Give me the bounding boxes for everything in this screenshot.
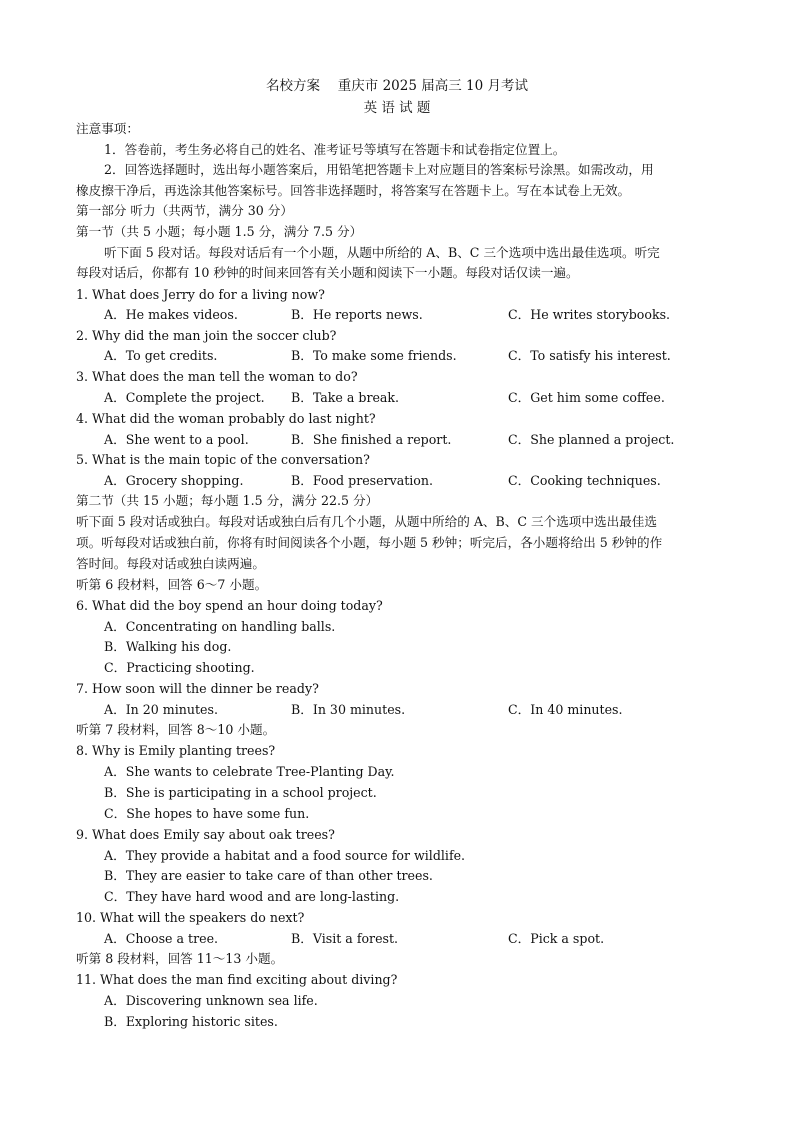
- question-5-option-c[interactable]: C．Cooking techniques.: [508, 473, 661, 488]
- question-3-stem: 3. What does the man tell the woman to do?: [76, 369, 358, 384]
- question-5-stem: 5. What is the main topic of the conversation?: [76, 452, 370, 467]
- section1-instructions-line-2: 每段对话后，你都有 10 秒钟的时间来回答有关小题和阅读下一小题。每段对话仅读一遍。: [76, 265, 579, 280]
- question-8-option-c[interactable]: C．She hopes to have some fun.: [104, 806, 310, 821]
- part1-heading: 第一部分 听力（共两节，满分 30 分）: [76, 203, 293, 218]
- notice-item-2-line-2: 橡皮擦干净后，再选涂其他答案标号。回答非选择题时，将答案写在答题卡上。写在本试卷上无效。: [76, 183, 631, 198]
- question-1-option-c[interactable]: C．He writes storybooks.: [508, 307, 671, 322]
- question-1-stem: 1. What does Jerry do for a living now?: [76, 287, 325, 302]
- question-4-option-b[interactable]: B．She finished a report.: [291, 432, 452, 447]
- question-11-stem: 11. What does the man find exciting about diving?: [76, 972, 398, 987]
- notice-item-1: 1．答卷前，考生务必将自己的姓名、准考证号等填写在答题卡和试卷指定位置上。: [104, 142, 566, 157]
- question-6-stem: 6. What did the boy spend an hour doing today?: [76, 598, 383, 613]
- question-2-option-a[interactable]: A．To get credits.: [104, 348, 218, 363]
- question-1-option-b[interactable]: B．He reports news.: [291, 307, 423, 322]
- question-6-option-c[interactable]: C．Practicing shooting.: [104, 660, 255, 675]
- question-8-option-a[interactable]: A．She wants to celebrate Tree-Planting Day.: [104, 764, 395, 779]
- question-4-option-c[interactable]: C．She planned a project.: [508, 432, 675, 447]
- question-8-stem: 8. Why is Emily planting trees?: [76, 743, 276, 758]
- question-5-option-a[interactable]: A．Grocery shopping.: [104, 473, 244, 488]
- question-3-option-a[interactable]: A．Complete the project.: [104, 390, 265, 405]
- question-10-option-a[interactable]: A．Choose a tree.: [104, 931, 219, 946]
- question-10-option-c[interactable]: C．Pick a spot.: [508, 931, 605, 946]
- notice-item-2-line-1: 2．回答选择题时，选出每小题答案后，用铅笔把答题卡上对应题目的答案标号涂黑。如需改动，用: [104, 162, 654, 177]
- question-10-stem: 10. What will the speakers do next?: [76, 910, 305, 925]
- question-6-option-a[interactable]: A．Concentrating on handling balls.: [104, 619, 336, 634]
- question-1-option-a[interactable]: A．He makes videos.: [104, 307, 238, 322]
- question-9-option-c[interactable]: C．They have hard wood and are long-lasting.: [104, 889, 400, 904]
- section2-instructions-line-3: 答时间。每段对话或独白读两遍。: [76, 556, 265, 571]
- question-2-stem: 2. Why did the man join the soccer club?: [76, 328, 337, 343]
- section2-instructions-line-2: 项。听每段对话或独白前，你将有时间阅读各个小题，每小题 5 秒钟；听完后，各小题将给出 5 秒钟的作: [76, 535, 663, 550]
- notice-heading: 注意事项：: [76, 121, 139, 136]
- question-4-stem: 4. What did the woman probably do last night?: [76, 411, 376, 426]
- question-7-option-a[interactable]: A．In 20 minutes.: [104, 702, 218, 717]
- question-7-stem: 7. How soon will the dinner be ready?: [76, 681, 319, 696]
- question-7-option-b[interactable]: B．In 30 minutes.: [291, 702, 406, 717]
- question-2-option-b[interactable]: B．To make some friends.: [291, 348, 457, 363]
- section1-instructions-line-1: 听下面 5 段对话。每段对话后有一个小题，从题中所给的 A、B、C 三个选项中选出最佳选项。听完: [104, 245, 660, 260]
- section2-heading: 第二节（共 15 小题；每小题 1.5 分，满分 22.5 分）: [76, 493, 379, 508]
- question-6-option-b[interactable]: B．Walking his dog.: [104, 639, 232, 654]
- question-11-option-b[interactable]: B．Exploring historic sites.: [104, 1014, 278, 1029]
- question-7-option-c[interactable]: C．In 40 minutes.: [508, 702, 623, 717]
- question-10-option-b[interactable]: B．Visit a forest.: [291, 931, 399, 946]
- material-6-heading: 听第 6 段材料，回答 6～7 小题。: [76, 577, 268, 592]
- question-11-option-a[interactable]: A．Discovering unknown sea life.: [104, 993, 318, 1008]
- question-3-option-c[interactable]: C．Get him some coffee.: [508, 390, 665, 405]
- question-9-option-b[interactable]: B．They are easier to take care of than other trees.: [104, 868, 433, 883]
- section2-instructions-line-1: 听下面 5 段对话或独白。每段对话或独白后有几个小题，从题中所给的 A、B、C 三个选项中选出最佳选: [76, 514, 657, 529]
- question-4-option-a[interactable]: A．She went to a pool.: [104, 432, 249, 447]
- exam-title: 名校方案 重庆市 2025 届高三 10 月考试: [266, 78, 528, 94]
- exam-subtitle: 英 语 试 题: [363, 100, 431, 116]
- material-7-heading: 听第 7 段材料，回答 8～10 小题。: [76, 722, 276, 737]
- material-8-heading: 听第 8 段材料，回答 11～13 小题。: [76, 951, 284, 966]
- question-9-option-a[interactable]: A．They provide a habitat and a food source for wildlife.: [104, 848, 466, 863]
- question-3-option-b[interactable]: B．Take a break.: [291, 390, 400, 405]
- question-9-stem: 9. What does Emily say about oak trees?: [76, 827, 335, 842]
- section1-heading: 第一节（共 5 小题；每小题 1.5 分，满分 7.5 分）: [76, 224, 363, 239]
- question-5-option-b[interactable]: B．Food preservation.: [291, 473, 434, 488]
- question-8-option-b[interactable]: B．She is participating in a school project.: [104, 785, 377, 800]
- question-2-option-c[interactable]: C．To satisfy his interest.: [508, 348, 671, 363]
